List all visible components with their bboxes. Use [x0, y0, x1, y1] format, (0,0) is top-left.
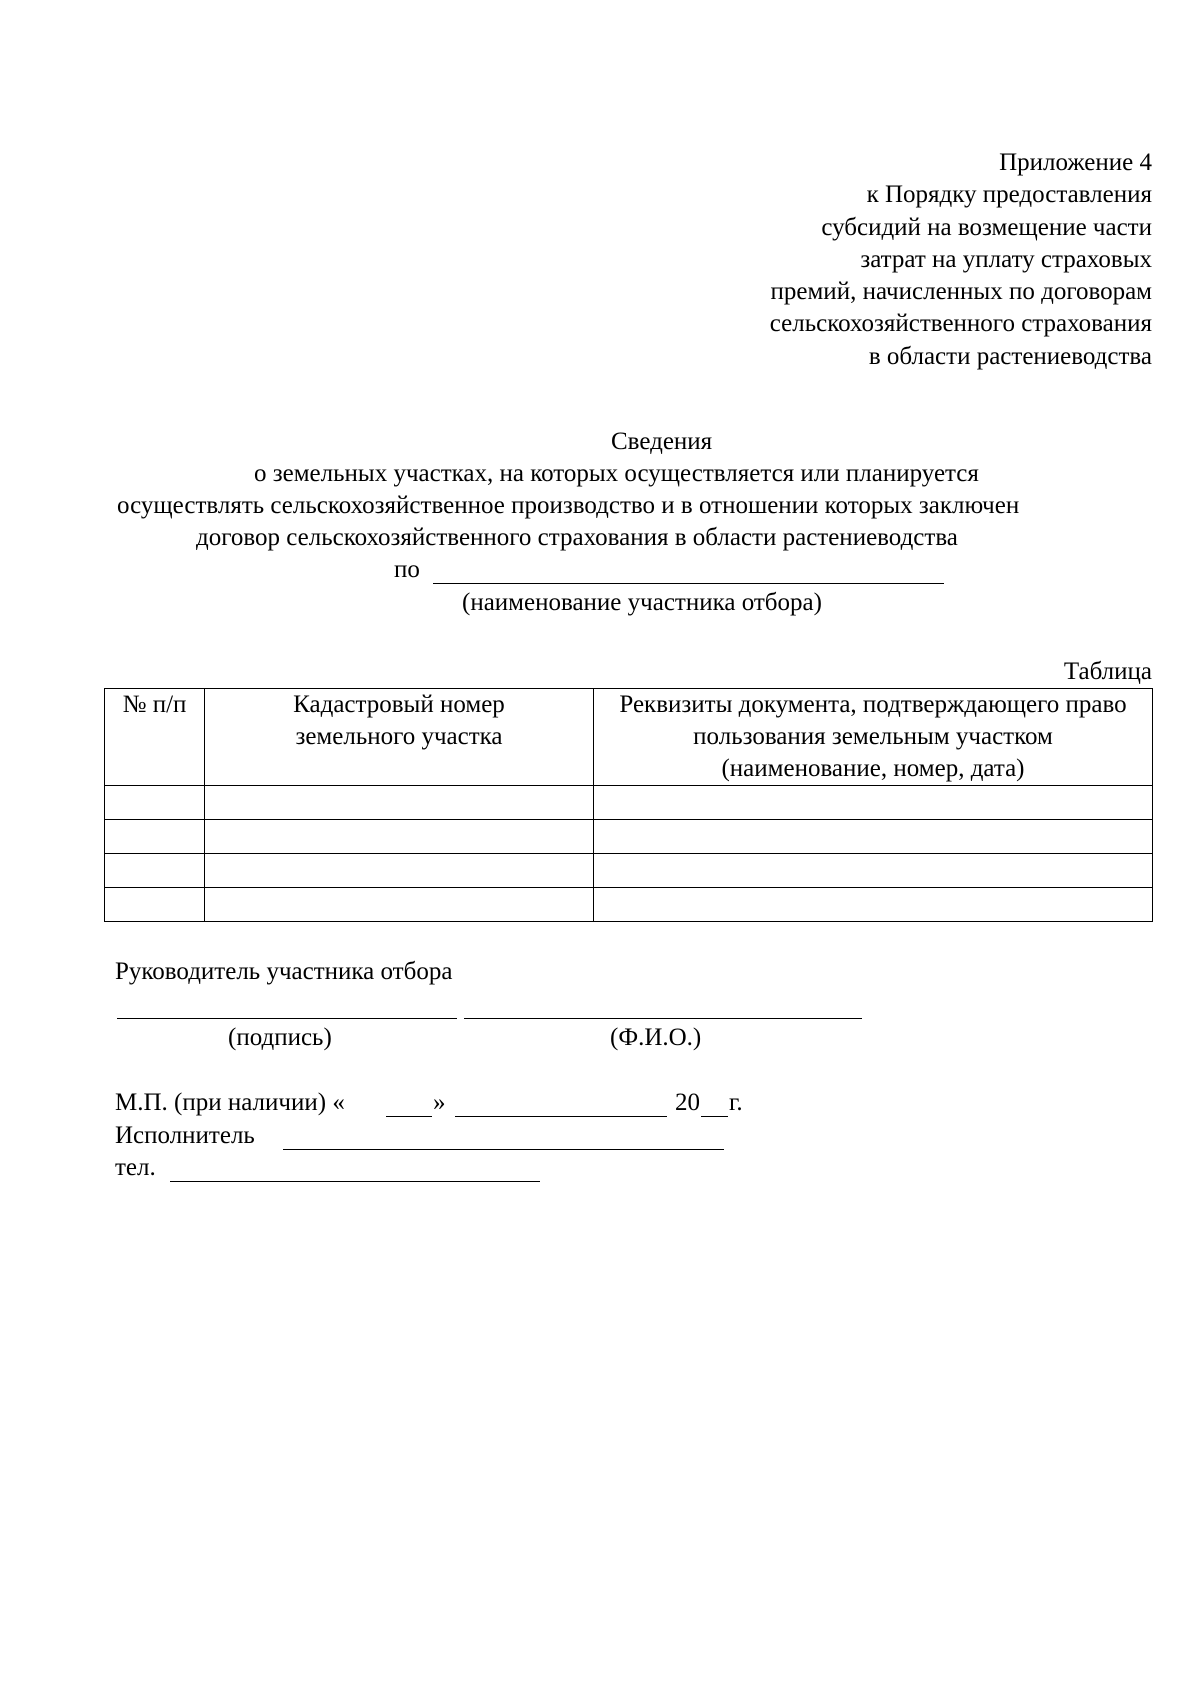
appendix-line: премий, начисленных по договорам: [770, 278, 1152, 306]
appendix-line: Приложение 4: [999, 149, 1152, 176]
stamp-label: М.П. (при наличии) «: [115, 1089, 345, 1116]
full-name-line[interactable]: [464, 1018, 862, 1019]
table-header-row: [105, 689, 1153, 786]
table-row: [105, 820, 1153, 854]
table-row: [105, 888, 1153, 922]
signature-line[interactable]: [117, 1018, 457, 1019]
table-cell[interactable]: [205, 854, 594, 888]
table-cell[interactable]: [594, 820, 1153, 854]
day-line[interactable]: [386, 1116, 432, 1117]
table-row: [105, 854, 1153, 888]
phone-label: тел.: [115, 1154, 156, 1181]
executor-label: Исполнитель: [115, 1122, 255, 1149]
table-cell[interactable]: [594, 786, 1153, 820]
table-cell[interactable]: [105, 820, 205, 854]
table-cell[interactable]: [594, 854, 1153, 888]
table-cell[interactable]: [105, 888, 205, 922]
participant-name-hint: (наименование участника отбора): [462, 589, 822, 616]
phone-line[interactable]: [170, 1181, 540, 1182]
by-label: по: [394, 556, 420, 583]
table-cell[interactable]: [205, 888, 594, 922]
header-document-text: Реквизиты документа, подтверждающего право пользования земельным участком (наименование, номер, дата): [619, 691, 1127, 782]
appendix-line: субсидий на возмещение части: [821, 213, 1152, 241]
appendix-block: [770, 147, 1152, 373]
participant-name-line[interactable]: [433, 583, 944, 584]
head-label: Руководитель участника отбора: [115, 958, 453, 985]
heading-line-1: о земельных участках, на которых осуществляется или планируется: [254, 460, 979, 487]
full-name-hint: (Ф.И.О.): [610, 1024, 702, 1051]
table-row: [105, 786, 1153, 820]
table-cell[interactable]: [205, 820, 594, 854]
header-cadastral-text: Кадастровый номер земельного участка: [293, 691, 505, 750]
document-title: Сведения: [611, 428, 713, 455]
executor-line[interactable]: [283, 1149, 724, 1150]
table-cell[interactable]: [594, 888, 1153, 922]
year-suffix: г.: [729, 1089, 743, 1116]
table-cell[interactable]: [105, 854, 205, 888]
year-prefix: 20: [675, 1089, 700, 1116]
appendix-line: к Порядку предоставления: [866, 181, 1152, 209]
table-cell[interactable]: [105, 786, 205, 820]
heading-line-3: договор сельскохозяйственного страхования в области растениеводства: [196, 524, 958, 551]
year-line[interactable]: [701, 1116, 728, 1117]
table-cell[interactable]: [205, 786, 594, 820]
appendix-line: в области растениеводства: [868, 342, 1152, 370]
appendix-line: затрат на уплату страховых: [860, 245, 1152, 273]
header-document: [594, 689, 1153, 786]
header-number: № п/п: [105, 689, 205, 786]
month-line[interactable]: [455, 1116, 667, 1117]
heading-line-2: осуществлять сельскохозяйственное производство и в отношении которых заключен: [117, 492, 1020, 519]
table-caption: Таблица: [1063, 658, 1152, 685]
stamp-close: »: [433, 1089, 446, 1116]
appendix-line: сельскохозяйственного страхования: [769, 310, 1152, 338]
signature-hint: (подпись): [228, 1024, 332, 1051]
land-plots-table: [104, 688, 1153, 922]
header-cadastral: [205, 689, 594, 786]
